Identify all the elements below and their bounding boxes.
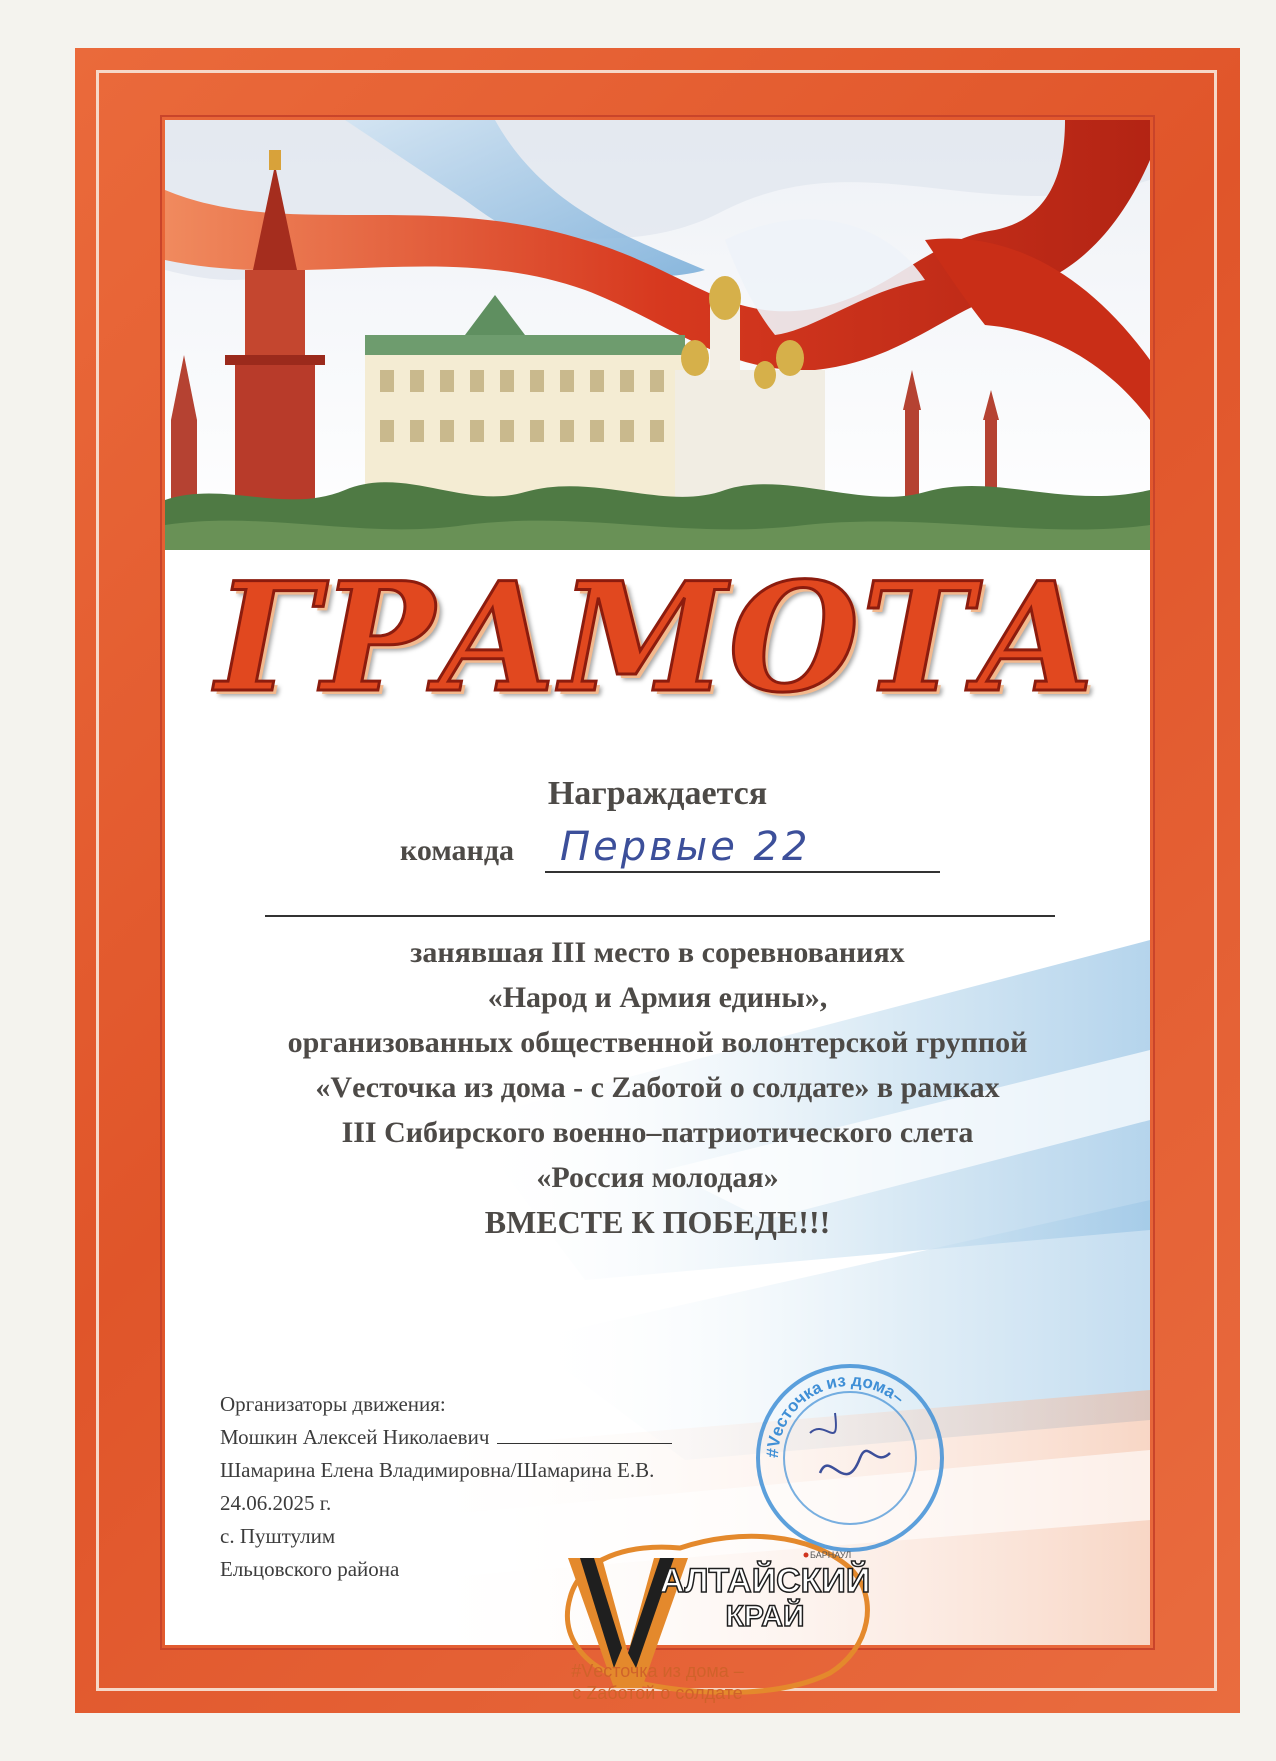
body-line-organizer: организованных общественной волонтерской группой xyxy=(287,1026,1028,1059)
award-description xyxy=(165,930,1150,1245)
organizer-1 xyxy=(220,1421,780,1454)
issue-date: 24.06.2025 г. xyxy=(220,1491,332,1515)
logo-region-line1: АЛТАЙСКИЙ xyxy=(659,1562,871,1600)
organizers-heading: Организаторы движения: xyxy=(220,1392,446,1416)
village: с. Пуштулим xyxy=(220,1524,336,1548)
logo-caption-line2: с Zаботой о солдате xyxy=(572,1683,743,1703)
logo-city-label: БАРНАУЛ xyxy=(810,1550,852,1560)
body-line-rally: III Сибирского военно–патриотического слета xyxy=(341,1116,974,1149)
organizer-1-name: Мошкин Алексей Николаевич xyxy=(220,1425,490,1449)
signature-line xyxy=(497,1443,672,1444)
logo-caption-line1: #Vесточка из дома – xyxy=(571,1661,744,1681)
body-line-rally-name: «Россия молодая» xyxy=(536,1161,779,1194)
certificate-title: ГРАМОТА xyxy=(215,550,1100,726)
blank-underline xyxy=(265,915,1055,917)
certificate-paper xyxy=(165,120,1150,1703)
logo-caption xyxy=(165,1660,1150,1704)
award-heading: Награждается xyxy=(547,775,768,812)
body-line-competition: «Народ и Армия едины», xyxy=(487,981,828,1014)
team-label: команда xyxy=(400,834,515,867)
logo-region-line2: КРАЙ xyxy=(725,1600,805,1633)
team-underline xyxy=(545,871,940,873)
body-line-place: занявшая III место в соревнованиях xyxy=(410,936,905,969)
stamp-text: #Vесточка из дома– xyxy=(762,1370,908,1459)
team-row xyxy=(400,824,1100,876)
team-name-handwritten: Первые 22 xyxy=(560,824,811,870)
district: Ельцовского района xyxy=(220,1557,400,1581)
body-line-group: «Vесточка из дома - с Zаботой о солдате» в рамках xyxy=(315,1071,1000,1104)
organizer-2: Шамарина Елена Владимировна/Шамарина Е.В. xyxy=(220,1458,655,1482)
motto: ВМЕСТЕ К ПОБЕДЕ!!! xyxy=(484,1204,831,1240)
